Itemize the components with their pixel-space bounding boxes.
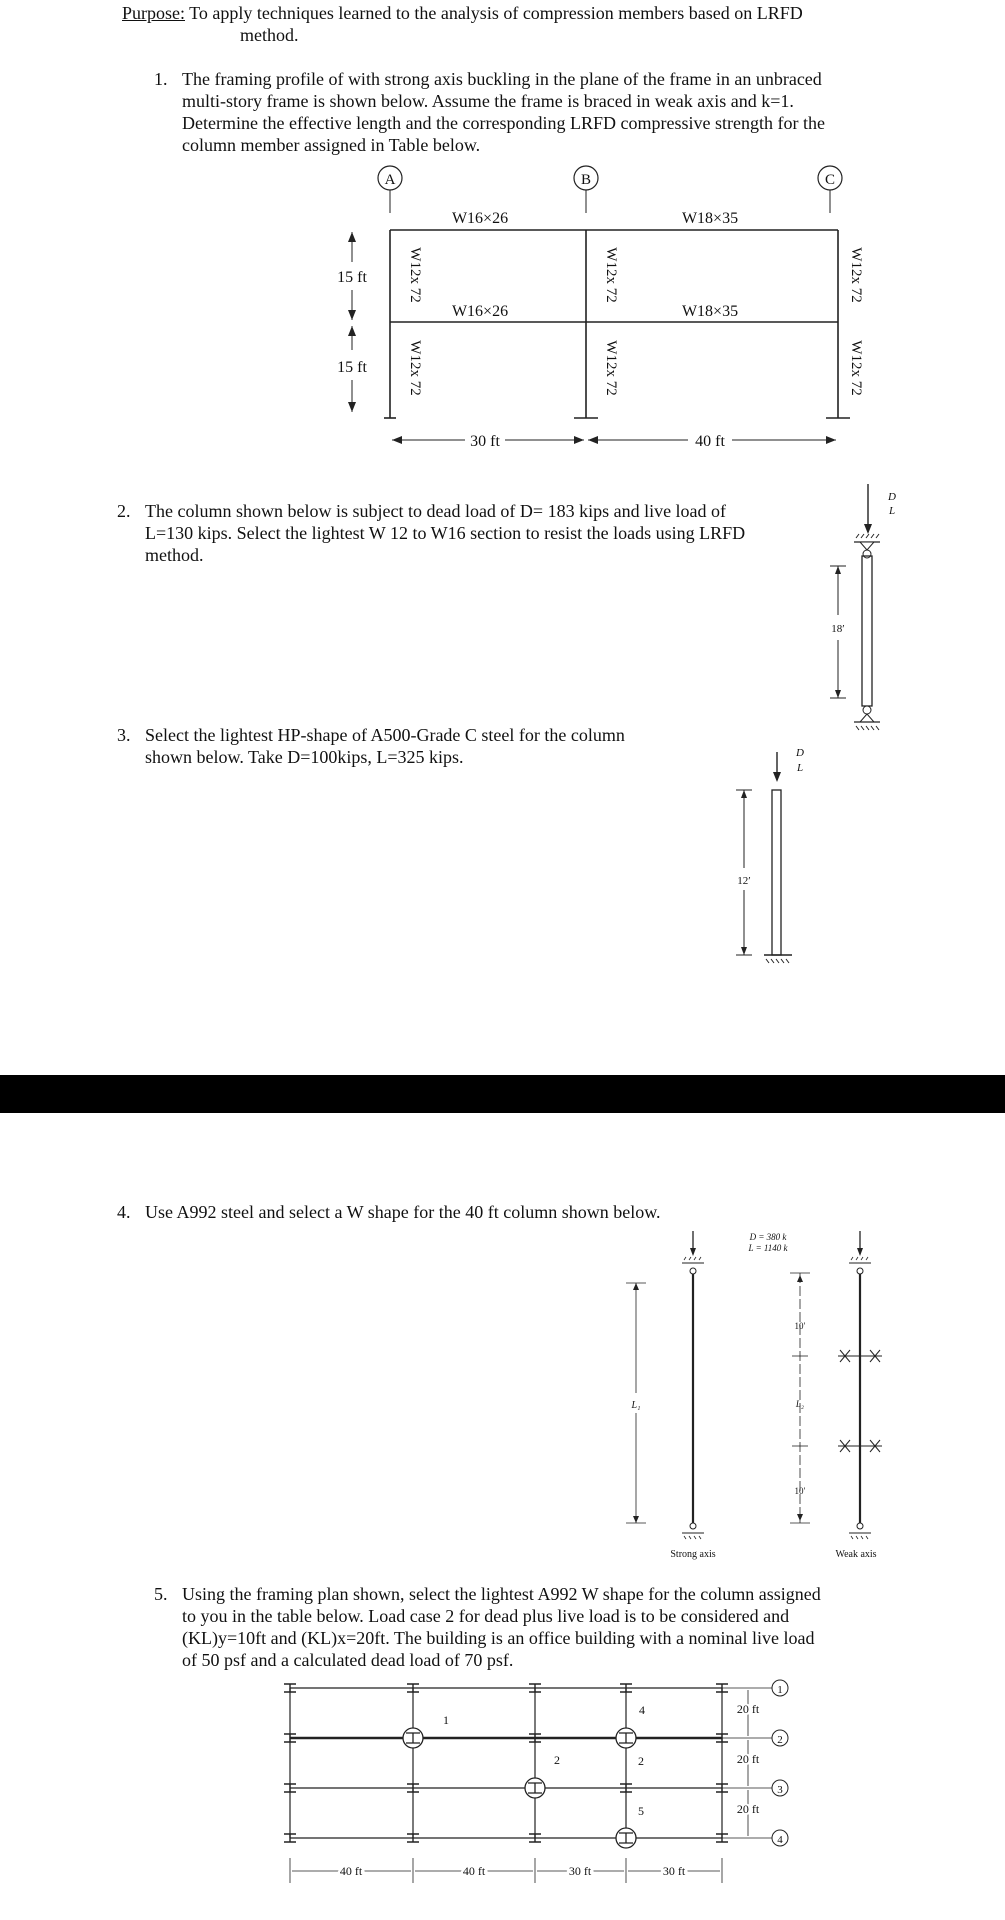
- load-label-d: D: [796, 747, 804, 759]
- svg-text:1: 1: [777, 1684, 783, 1696]
- segment-top-label: 10′: [794, 1321, 806, 1331]
- column-spacing-1: 40 ft: [339, 1864, 363, 1878]
- row-spacing-1: 20 ft: [736, 1702, 760, 1716]
- l2-label: L₂: [795, 1399, 805, 1409]
- purpose-label: Purpose:: [122, 3, 185, 23]
- strong-axis-label: Strong axis: [670, 1549, 716, 1560]
- q1-line-2: multi-story frame is shown below. Assume the frame is braced in weak axis and k=1.: [182, 91, 794, 111]
- q3-line-2: shown below. Take D=100kips, L=325 kips.: [145, 747, 464, 767]
- column-spacing-3: 30 ft: [568, 1864, 592, 1878]
- q1-line-3: Determine the effective length and the corresponding LRFD compressive strength for the: [182, 113, 825, 133]
- svg-text:4: 4: [777, 1834, 783, 1846]
- svg-text:C: C: [824, 172, 836, 188]
- column-marks: [284, 1684, 728, 1842]
- load-label-d: D: [888, 491, 896, 503]
- column-spacing-2: 40 ft: [462, 1864, 486, 1878]
- length-label: 12′: [737, 875, 751, 887]
- question-number: 2.: [117, 501, 131, 521]
- fixed-base-support: [764, 955, 792, 963]
- q5-line-2: to you in the table below. Load case 2 for dead plus live load is to be considered and: [182, 1606, 790, 1626]
- segment-bottom-label: 10′: [794, 1486, 806, 1496]
- figure-framing-plan: [0, 1113, 1005, 1920]
- svg-text:A: A: [384, 172, 396, 188]
- column-number-4: 4: [639, 1703, 645, 1717]
- svg-text:3: 3: [777, 1784, 783, 1796]
- weak-axis-label: Weak axis: [835, 1549, 877, 1560]
- row-bubble-4: [722, 1830, 788, 1846]
- column-label-c-lower: W12x 72: [848, 340, 864, 396]
- span-right: 40 ft: [695, 433, 725, 450]
- row-spacing-3: 20 ft: [736, 1802, 760, 1816]
- load-label-l: L = 1140 k: [748, 1243, 788, 1253]
- row-bubble-1: [722, 1680, 788, 1696]
- question-number: 1.: [154, 69, 168, 89]
- span-left: 30 ft: [470, 433, 500, 450]
- q1-line-4: column member assigned in Table below.: [182, 135, 481, 155]
- column-member: [772, 790, 781, 955]
- q2-line-2: L=130 kips. Select the lightest W 12 to W16 section to resist the loads using LRFD: [145, 523, 746, 543]
- page-2: [0, 1113, 1005, 1920]
- row-bubble-2: [722, 1730, 788, 1746]
- beam-label-mid-right: W18×35: [681, 303, 739, 320]
- svg-text:2: 2: [777, 1734, 783, 1746]
- length-dimension: [736, 790, 752, 955]
- length-label: 18′: [831, 623, 845, 635]
- column-label-b-lower: W12x 72: [603, 340, 619, 396]
- load-label-l: L: [888, 505, 896, 517]
- q5-line-1: Using the framing plan shown, select the lightest A992 W shape for the column assigned: [182, 1584, 821, 1604]
- page-separator: [0, 1075, 1005, 1113]
- row-spacing-2: 20 ft: [736, 1752, 760, 1766]
- svg-text:B: B: [580, 172, 592, 188]
- load-label-l: L: [796, 762, 804, 774]
- column-label-a-upper: W12x 72: [407, 247, 423, 303]
- column-number-2b: 2: [638, 1754, 644, 1768]
- column-number-2: 2: [554, 1753, 560, 1767]
- beam-label-top-left: W16×26: [451, 210, 509, 227]
- story-height-lower: 15 ft: [337, 359, 367, 376]
- column-number-1: 1: [443, 1713, 449, 1727]
- story-height-upper: 15 ft: [337, 269, 367, 286]
- column-spacing-4: 30 ft: [662, 1864, 686, 1878]
- row-bubble-3: [722, 1780, 788, 1796]
- q4-line-1: Use A992 steel and select a W shape for the 40 ft column shown below.: [145, 1202, 661, 1222]
- beam-label-top-right: W18×35: [681, 210, 739, 227]
- q5-line-4: of 50 psf and a calculated dead load of 70 psf.: [182, 1650, 514, 1670]
- question-number: 4.: [117, 1202, 131, 1222]
- beam-label-mid-left: W16×26: [451, 303, 509, 320]
- column-label-c-upper: W12x 72: [848, 247, 864, 303]
- column-label-a-lower: W12x 72: [407, 340, 423, 396]
- l1-label: L₁: [631, 1400, 641, 1411]
- question-number: 5.: [154, 1584, 168, 1604]
- q2-line-3: method.: [145, 545, 204, 565]
- question-number: 3.: [117, 725, 131, 745]
- load-label-d: D = 380 k: [749, 1232, 787, 1242]
- purpose-text: To apply techniques learned to the analysis of compression members based on LRFD: [185, 3, 803, 23]
- q2-line-1: The column shown below is subject to dead load of D= 183 kips and live load of: [145, 501, 727, 521]
- q3-line-1: Select the lightest HP-shape of A500-Grade C steel for the column: [145, 725, 625, 745]
- column-number-5: 5: [638, 1804, 644, 1818]
- q1-line-1: The framing profile of with strong axis buckling in the plane of the frame in an unbraced: [182, 69, 822, 89]
- purpose-text-cont: method.: [240, 25, 299, 45]
- q5-line-3: (KL)y=10ft and (KL)x=20ft. The building is an office building with a nominal live load: [182, 1628, 815, 1648]
- column-label-b-upper: W12x 72: [603, 247, 619, 303]
